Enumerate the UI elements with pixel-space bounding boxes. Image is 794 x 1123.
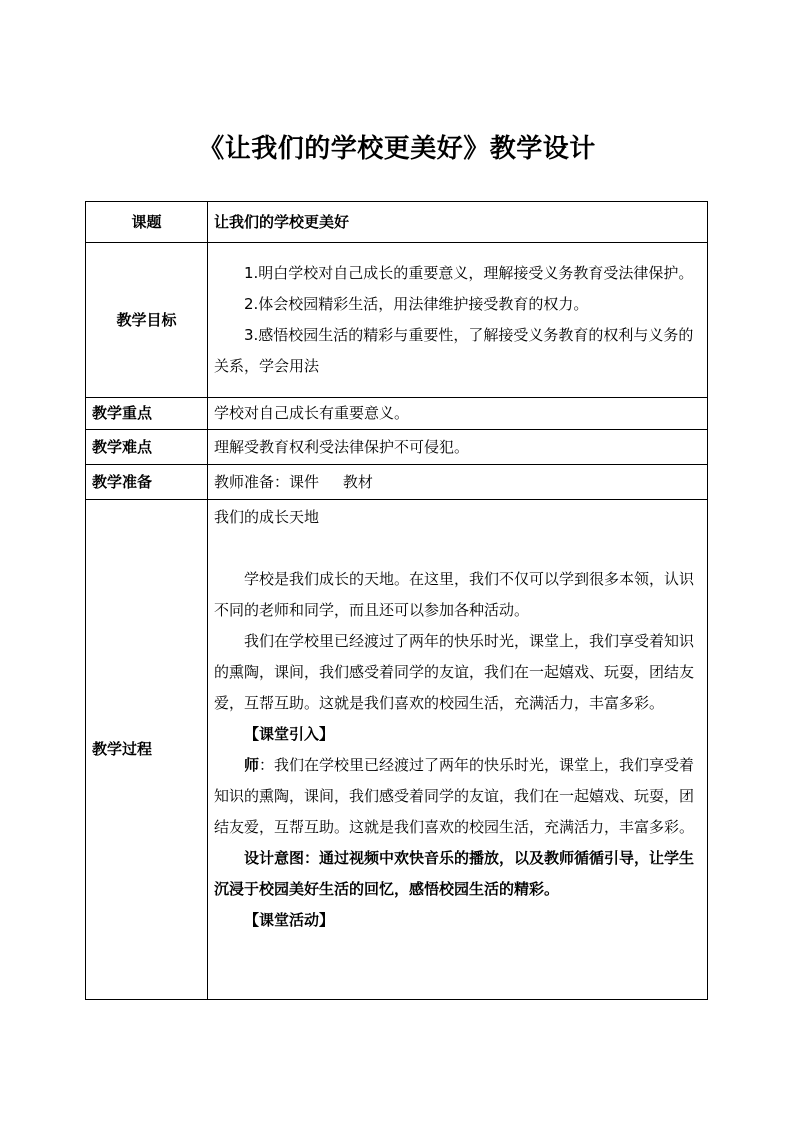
goals-row — [86, 243, 708, 398]
goals-content — [208, 243, 708, 398]
topic-label: 课题 — [86, 202, 208, 243]
preparation-label: 教学准备 — [86, 465, 208, 500]
difficulty-label: 教学难点 — [86, 430, 208, 465]
preparation-text: 教师准备：课件 教材 — [214, 472, 373, 491]
process-paragraph-2: 我们在学校里已经渡过了两年的快乐时光，课堂上，我们享受着知识的熏陶，课间，我们感受着同学的友谊，我们在一起嬉戏、玩耍，团结友爱，互帮互助。这就是我们喜欢的校园生活，充满活力，丰富多彩。 — [214, 632, 695, 712]
key-point-value: 学校对自己成长有重要意义。 — [208, 398, 708, 430]
teacher-text: ：我们在学校里已经渡过了两年的快乐时光，课堂上，我们享受着知识的熏陶，课间，我们感受着同学的友谊，我们在一起嬉戏、玩耍，团结友爱，互帮互助。这就是我们喜欢的校园生活，充满活力，丰富多彩。 — [214, 756, 695, 836]
teacher-speech — [214, 750, 701, 843]
key-point-row — [86, 398, 708, 430]
goal-item-2: 2.体会校园精彩生活，用法律维护接受教育的权力。 — [244, 295, 589, 313]
key-point-label: 教学重点 — [86, 398, 208, 430]
difficulty-value: 理解受教育权利受法律保护不可侵犯。 — [208, 430, 708, 465]
process-row — [86, 500, 708, 1000]
process-label: 教学过程 — [86, 500, 208, 1000]
preparation-row — [86, 465, 708, 500]
document-title: 《让我们的学校更美好》教学设计 — [198, 134, 596, 164]
process-content — [208, 500, 708, 1000]
lesson-plan-table — [85, 201, 708, 1000]
goal-item-3: 3.感悟校园生活的精彩与重要性，了解接受义务教育的权利与义务的关系，学会用法 — [214, 326, 694, 375]
topic-value: 让我们的学校更美好 — [208, 202, 708, 243]
goal-item-1: 1.明白学校对自己成长的重要意义，理解接受义务教育受法律保护。 — [244, 264, 694, 282]
blank-line — [214, 533, 701, 564]
difficulty-row — [86, 430, 708, 465]
intro-heading: 【课堂引入】 — [244, 725, 335, 743]
design-intent: 设计意图：通过视频中欢快音乐的播放，以及教师循循引导，让学生沉浸于校园美好生活的回忆，感悟校园生活的精彩。 — [214, 849, 695, 898]
process-paragraph-1: 学校是我们成长的天地。在这里，我们不仅可以学到很多本领，认识不同的老师和同学，而且还可以参加各种活动。 — [214, 570, 695, 619]
teacher-label: 师 — [244, 756, 260, 774]
preparation-value — [208, 465, 708, 500]
activity-heading: 【课堂活动】 — [244, 911, 335, 929]
goals-label: 教学目标 — [86, 243, 208, 398]
process-heading: 我们的成长天地 — [214, 508, 320, 526]
topic-row — [86, 202, 708, 243]
